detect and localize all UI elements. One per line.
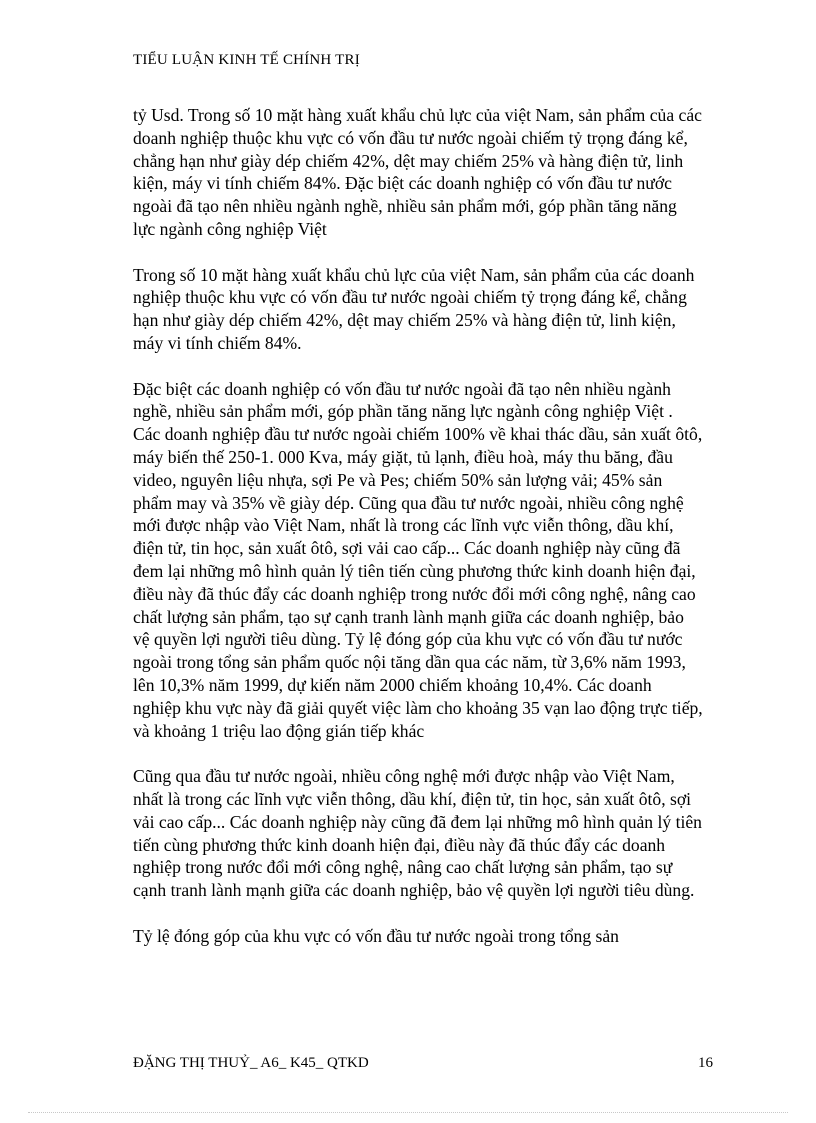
page-bottom-divider	[28, 1112, 788, 1113]
paragraph: tỷ Usd. Trong số 10 mặt hàng xuất khẩu chủ lực của việt Nam, sản phẩm của các doanh nghiệp thuộc khu vực có vốn đầu tư nước ngoài chiếm tỷ trọng đáng kể, chẳng hạn như giày dép chiếm 42%, dệt may chiếm 25% và hàng điện tử, linh kiện, máy vi tính chiếm 84%. Đặc biệt các doanh nghiệp có vốn đầu tư nước ngoài đã tạo nên nhiều ngành nghề, nhiều sản phẩm mới, góp phần tăng năng lực ngành công nghiệp Việt	[133, 105, 702, 239]
page-number: 16	[698, 1055, 713, 1071]
paragraph: Tỷ lệ đóng góp của khu vực có vốn đầu tư nước ngoài trong tổng sản	[133, 925, 619, 946]
paragraph: Trong số 10 mặt hàng xuất khẩu chủ lực của việt Nam, sản phẩm của các doanh nghiệp thuộc khu vực có vốn đầu tư nước ngoài chiếm tỷ trọng đáng kể, chẳng hạn như giày dép chiếm 42%, dệt may chiếm 25% và hàng điện tử, linh kiện, máy vi tính chiếm 84%.	[133, 264, 695, 353]
footer-author: ĐẶNG THỊ THUỶ_ A6_ K45_ QTKD	[133, 1055, 369, 1071]
paragraph: Đặc biệt các doanh nghiệp có vốn đầu tư nước ngoài đã tạo nên nhiều ngành nghề, nhiều sản phẩm mới, góp phần tăng năng lực ngành công nghiệp Việt . Các doanh nghiệp đầu tư nước ngoài chiếm 100% về khai thác dầu, sản xuất ôtô, máy biến thế 250-1. 000 Kva, máy giặt, tủ lạnh, điều hoà, máy thu băng, đầu video, nguyên liệu nhựa, sợi Pe và Pes; chiếm 50% sản lượng vải; 45% sản phẩm may và 35% về giày dép. Cũng qua đầu tư nước ngoài, nhiều công nghệ mới được nhập vào Việt Nam, nhất là trong các lĩnh vực viễn thông, dầu khí, điện tử, tin học, sản xuất ôtô, sợi vải cao cấp... Các doanh nghiệp này cũng đã đem lại những mô hình quản lý tiên tiến cùng phương thức kinh doanh hiện đại, điều này đã thúc đẩy các doanh nghiệp trong nước đổi mới công nghệ, nâng cao chất lượng sản phẩm, tạo sự cạnh tranh lành mạnh giữa các doanh nghiệp, bảo vệ quyền lợi người tiêu dùng. Tỷ lệ đóng góp của khu vực có vốn đầu tư nước ngoài trong tổng sản phẩm quốc nội tăng dần qua các năm, từ 3,6% năm 1993, lên 10,3% năm 1999, dự kiến năm 2000 chiếm khoảng 10,4%. Các doanh nghiệp khu vực này đã giải quyết việc làm cho khoảng 35 vạn lao động trực tiếp, và khoảng 1 triệu lao động gián tiếp khác	[133, 378, 703, 741]
document-body	[133, 104, 703, 970]
page-header: TIỂU LUẬN KINH TẾ CHÍNH TRỊ	[133, 52, 360, 68]
paragraph: Cũng qua đầu tư nước ngoài, nhiều công nghệ mới được nhập vào Việt Nam, nhất là trong các lĩnh vực viễn thông, dầu khí, điện tử, tin học, sản xuất ôtô, sợi vải cao cấp... Các doanh nghiệp này cũng đã đem lại những mô hình quản lý tiên tiến cùng phương thức kinh doanh hiện đại, điều này đã thúc đẩy các doanh nghiệp trong nước đổi mới công nghệ, nâng cao chất lượng sản phẩm, tạo sự cạnh tranh lành mạnh giữa các doanh nghiệp, bảo vệ quyền lợi người tiêu dùng.	[133, 766, 702, 901]
